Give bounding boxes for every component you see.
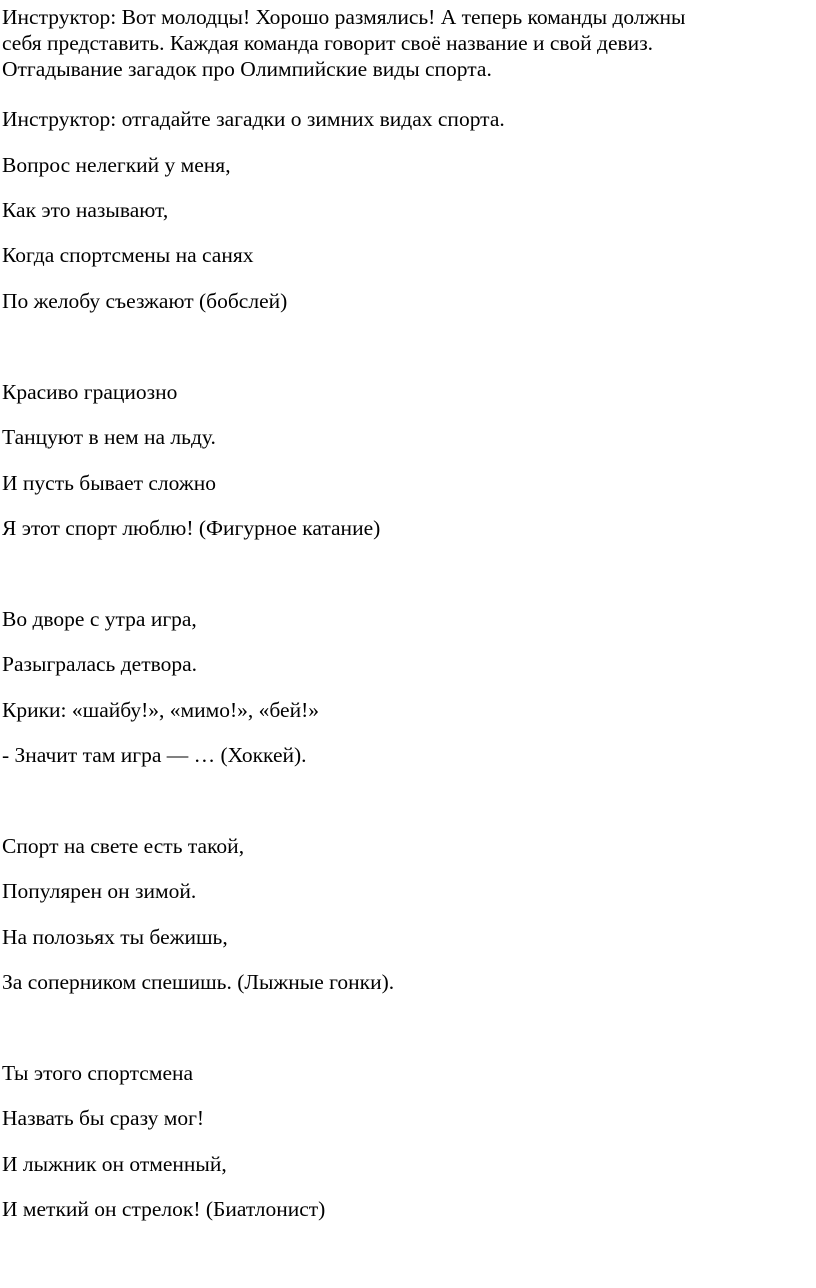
riddle-4-line-3: На полозьях ты бежишь, [2,925,228,949]
riddle-1-line-1: Вопрос нелегкий у меня, [2,153,231,177]
intro-paragraph [2,4,807,82]
riddle-3-line-4: - Значит там игра — … (Хоккей). [2,743,307,767]
riddle-5-line-4: И меткий он стрелок! (Биатлонист) [2,1197,326,1221]
riddle-4-line-4: За соперником спешишь. (Лыжные гонки). [2,970,395,994]
riddle-3-line-1: Во дворе с утра игра, [2,607,197,631]
riddle-2-line-2: Танцуют в нем на льду. [2,425,216,449]
riddle-1-line-3: Когда спортсмены на санях [2,243,254,267]
riddle-2-line-4: Я этот спорт люблю! (Фигурное катание) [2,516,381,540]
riddle-3-line-2: Разыгралась детвора. [2,652,198,676]
riddle-4-line-2: Популярен он зимой. [2,879,197,903]
riddle-5-line-3: И лыжник он отменный, [2,1152,227,1176]
intro-line: себя представить. Каждая команда говорит своё название и свой девиз. [2,31,654,55]
riddle-4-line-1: Спорт на свете есть такой, [2,834,245,858]
riddle-3-line-3: Крики: «шайбу!», «мимо!», «бей!» [2,698,320,722]
intro-line: Отгадывание загадок про Олимпийские виды спорта. [2,57,492,81]
intro-line: Инструктор: Вот молодцы! Хорошо размялись! А теперь команды должны [2,5,686,29]
instruction-paragraph: Инструктор: отгадайте загадки о зимних видах спорта. [2,107,505,131]
riddle-5-line-1: Ты этого спортсмена [2,1061,194,1085]
riddle-5-line-2: Назвать бы сразу мог! [2,1106,205,1130]
riddle-1-line-2: Как это называют, [2,198,169,222]
riddle-2-line-3: И пусть бывает сложно [2,471,216,495]
riddle-1-line-4: По желобу съезжают (бобслей) [2,289,288,313]
riddle-2-line-1: Красиво грациозно [2,380,178,404]
